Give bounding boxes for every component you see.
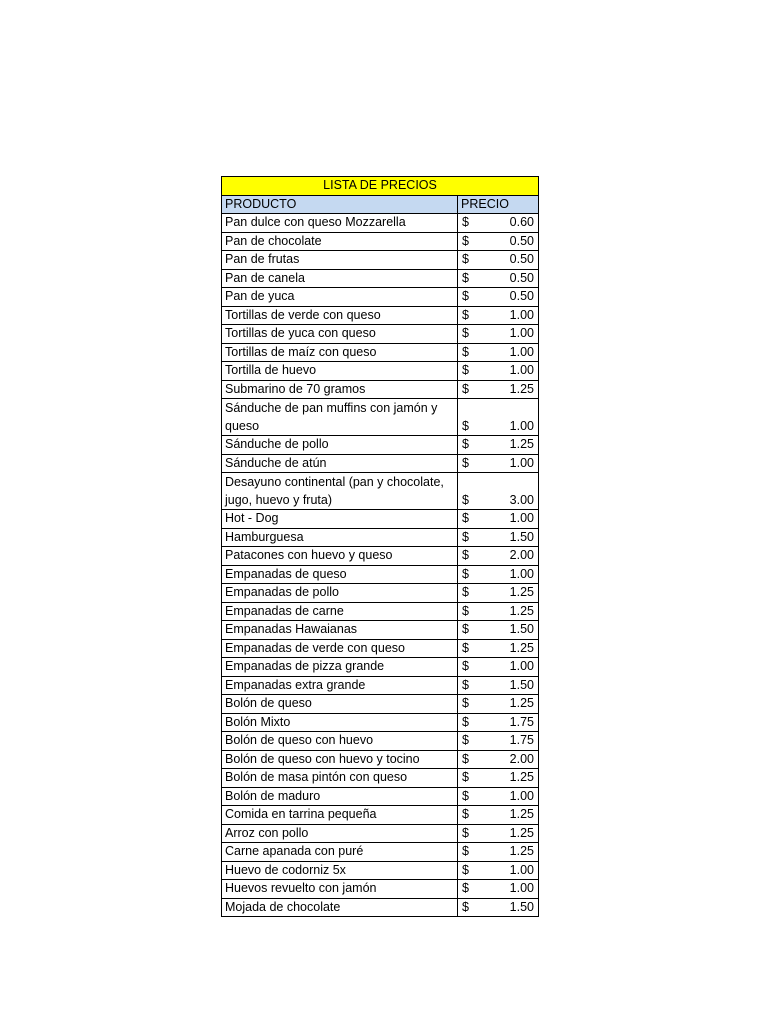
currency-symbol: $ xyxy=(462,566,469,581)
price-cell xyxy=(458,621,539,640)
product-name: Sánduche de atún xyxy=(222,454,458,473)
price-value: 1.25 xyxy=(509,807,535,821)
currency-symbol: $ xyxy=(462,492,469,507)
price-value: 1.25 xyxy=(509,844,535,858)
table-row xyxy=(222,787,539,806)
table-row xyxy=(222,362,539,381)
table-row xyxy=(222,806,539,825)
price-cell xyxy=(458,861,539,880)
table-row xyxy=(222,547,539,566)
price-value: 1.50 xyxy=(509,622,535,636)
product-name: Tortillas de verde con queso xyxy=(222,306,458,325)
product-name: Empanadas de carne xyxy=(222,602,458,621)
currency-symbol: $ xyxy=(462,529,469,544)
price-cell xyxy=(458,695,539,714)
price-cell xyxy=(458,269,539,288)
price-value: 1.50 xyxy=(509,899,535,914)
product-name: Mojada de chocolate xyxy=(222,898,458,917)
price-value: 1.00 xyxy=(509,455,535,470)
table-row xyxy=(222,880,539,899)
price-value: 1.50 xyxy=(509,677,535,692)
product-name: Bolón de queso con huevo y tocino xyxy=(222,750,458,769)
price-value: 0.60 xyxy=(509,215,535,229)
table-row xyxy=(222,639,539,658)
price-cell xyxy=(458,380,539,399)
price-cell xyxy=(458,639,539,658)
product-name: Bolón de queso xyxy=(222,695,458,714)
price-value: 2.00 xyxy=(509,751,535,766)
product-name: Pan dulce con queso Mozzarella xyxy=(222,214,458,233)
price-list-table xyxy=(221,176,539,917)
currency-symbol: $ xyxy=(462,326,469,340)
price-cell xyxy=(458,732,539,751)
currency-symbol: $ xyxy=(462,862,469,877)
price-cell xyxy=(458,880,539,899)
product-name: Empanadas de verde con queso xyxy=(222,639,458,658)
table-row xyxy=(222,898,539,917)
header-price: PRECIO xyxy=(458,195,539,214)
price-value: 1.00 xyxy=(509,307,535,322)
table-row xyxy=(222,288,539,307)
table-row xyxy=(222,713,539,732)
currency-symbol: $ xyxy=(462,640,469,655)
currency-symbol: $ xyxy=(462,770,469,784)
currency-symbol: $ xyxy=(462,233,469,248)
currency-symbol: $ xyxy=(462,437,469,451)
currency-symbol: $ xyxy=(462,418,469,433)
price-cell xyxy=(458,343,539,362)
price-cell xyxy=(458,214,539,233)
product-name: Bolón de maduro xyxy=(222,787,458,806)
price-value: 1.75 xyxy=(509,714,535,729)
product-name: Hot - Dog xyxy=(222,510,458,529)
table-row xyxy=(222,269,539,288)
table-row xyxy=(222,824,539,843)
currency-symbol: $ xyxy=(462,807,469,821)
price-cell xyxy=(458,251,539,270)
currency-symbol: $ xyxy=(462,751,469,766)
table-row xyxy=(222,565,539,584)
table-row xyxy=(222,436,539,455)
product-name: Empanadas Hawaianas xyxy=(222,621,458,640)
currency-symbol: $ xyxy=(462,455,469,470)
product-name: Bolón Mixto xyxy=(222,713,458,732)
currency-symbol: $ xyxy=(462,825,469,840)
price-value: 1.50 xyxy=(509,529,535,544)
price-cell xyxy=(458,325,539,344)
price-cell xyxy=(458,454,539,473)
price-cell xyxy=(458,769,539,788)
currency-symbol: $ xyxy=(462,344,469,359)
product-name: Huevos revuelto con jamón xyxy=(222,880,458,899)
price-value: 1.25 xyxy=(509,603,535,618)
currency-symbol: $ xyxy=(462,714,469,729)
table-row xyxy=(222,584,539,603)
price-value: 0.50 xyxy=(509,289,535,303)
currency-symbol: $ xyxy=(462,215,469,229)
currency-symbol: $ xyxy=(462,252,469,266)
table-row xyxy=(222,528,539,547)
product-name: Tortillas de maíz con queso xyxy=(222,343,458,362)
product-name: Empanadas de queso xyxy=(222,565,458,584)
product-name: Tortillas de yuca con queso xyxy=(222,325,458,344)
table-title-row xyxy=(222,177,539,196)
currency-symbol: $ xyxy=(462,844,469,858)
table-row xyxy=(222,306,539,325)
product-name: Carne apanada con puré xyxy=(222,843,458,862)
currency-symbol: $ xyxy=(462,603,469,618)
price-value: 1.25 xyxy=(509,437,535,451)
table-row xyxy=(222,343,539,362)
product-name: Tortilla de huevo xyxy=(222,362,458,381)
currency-symbol: $ xyxy=(462,677,469,692)
product-name: Pan de canela xyxy=(222,269,458,288)
currency-symbol: $ xyxy=(462,899,469,914)
table-title: LISTA DE PRECIOS xyxy=(222,177,539,196)
price-value: 1.00 xyxy=(509,881,535,895)
product-name: Patacones con huevo y queso xyxy=(222,547,458,566)
price-cell xyxy=(458,676,539,695)
table-row xyxy=(222,510,539,529)
price-cell xyxy=(458,658,539,677)
price-cell xyxy=(458,306,539,325)
price-cell xyxy=(458,565,539,584)
price-cell xyxy=(458,528,539,547)
table-row xyxy=(222,695,539,714)
table-row xyxy=(222,621,539,640)
table-row xyxy=(222,214,539,233)
product-name: Empanadas extra grande xyxy=(222,676,458,695)
price-value: 1.75 xyxy=(509,733,535,747)
product-name: Huevo de codorniz 5x xyxy=(222,861,458,880)
price-value: 3.00 xyxy=(509,492,535,507)
price-cell xyxy=(458,898,539,917)
currency-symbol: $ xyxy=(462,363,469,377)
price-value: 1.25 xyxy=(509,770,535,784)
product-name: Arroz con pollo xyxy=(222,824,458,843)
price-value: 1.25 xyxy=(509,825,535,840)
price-value: 0.50 xyxy=(509,252,535,266)
table-row xyxy=(222,380,539,399)
table-row xyxy=(222,732,539,751)
price-value: 1.00 xyxy=(509,344,535,359)
table-row xyxy=(222,232,539,251)
price-value: 1.25 xyxy=(509,381,535,396)
price-value: 1.00 xyxy=(509,788,535,803)
table-row xyxy=(222,325,539,344)
currency-symbol: $ xyxy=(462,270,469,285)
price-value: 1.25 xyxy=(509,585,535,599)
currency-symbol: $ xyxy=(462,659,469,673)
table-row xyxy=(222,454,539,473)
currency-symbol: $ xyxy=(462,307,469,322)
product-name: Comida en tarrina pequeña xyxy=(222,806,458,825)
price-value: 0.50 xyxy=(509,270,535,285)
product-name: Sánduche de pan muffins con jamón y queso xyxy=(222,399,458,436)
price-value: 1.00 xyxy=(509,363,535,377)
currency-symbol: $ xyxy=(462,733,469,747)
price-value: 1.00 xyxy=(509,326,535,340)
table-row xyxy=(222,861,539,880)
table-row xyxy=(222,602,539,621)
product-name: Sánduche de pollo xyxy=(222,436,458,455)
price-cell xyxy=(458,843,539,862)
price-cell xyxy=(458,288,539,307)
currency-symbol: $ xyxy=(462,788,469,803)
price-value: 1.25 xyxy=(509,640,535,655)
product-name: Pan de yuca xyxy=(222,288,458,307)
table-row xyxy=(222,473,539,510)
currency-symbol: $ xyxy=(462,511,469,525)
table-row xyxy=(222,676,539,695)
currency-symbol: $ xyxy=(462,548,469,562)
price-cell xyxy=(458,232,539,251)
product-name: Desayuno continental (pan y chocolate, jugo, huevo y fruta) xyxy=(222,473,458,510)
currency-symbol: $ xyxy=(462,289,469,303)
product-name: Empanadas de pizza grande xyxy=(222,658,458,677)
table-row xyxy=(222,750,539,769)
price-cell xyxy=(458,436,539,455)
table-row xyxy=(222,658,539,677)
table-row xyxy=(222,399,539,436)
price-value: 2.00 xyxy=(509,548,535,562)
price-cell xyxy=(458,713,539,732)
price-value: 1.00 xyxy=(509,659,535,673)
price-cell xyxy=(458,547,539,566)
header-product: PRODUCTO xyxy=(222,195,458,214)
price-cell xyxy=(458,602,539,621)
product-name: Bolón de masa pintón con queso xyxy=(222,769,458,788)
price-value: 1.00 xyxy=(509,418,535,433)
table-row xyxy=(222,251,539,270)
product-name: Pan de frutas xyxy=(222,251,458,270)
currency-symbol: $ xyxy=(462,585,469,599)
price-cell xyxy=(458,473,539,510)
table-row xyxy=(222,843,539,862)
price-value: 1.00 xyxy=(509,511,535,525)
price-cell xyxy=(458,787,539,806)
price-cell xyxy=(458,510,539,529)
currency-symbol: $ xyxy=(462,881,469,895)
product-name: Submarino de 70 gramos xyxy=(222,380,458,399)
price-cell xyxy=(458,806,539,825)
price-value: 1.00 xyxy=(509,862,535,877)
product-name: Bolón de queso con huevo xyxy=(222,732,458,751)
currency-symbol: $ xyxy=(462,622,469,636)
price-cell xyxy=(458,750,539,769)
price-value: 1.00 xyxy=(509,566,535,581)
price-cell xyxy=(458,824,539,843)
table-header-row xyxy=(222,195,539,214)
price-cell xyxy=(458,399,539,436)
product-name: Pan de chocolate xyxy=(222,232,458,251)
price-cell xyxy=(458,584,539,603)
product-name: Empanadas de pollo xyxy=(222,584,458,603)
price-cell xyxy=(458,362,539,381)
product-name: Hamburguesa xyxy=(222,528,458,547)
price-value: 0.50 xyxy=(509,233,535,248)
currency-symbol: $ xyxy=(462,696,469,710)
price-value: 1.25 xyxy=(509,696,535,710)
currency-symbol: $ xyxy=(462,381,469,396)
table-row xyxy=(222,769,539,788)
